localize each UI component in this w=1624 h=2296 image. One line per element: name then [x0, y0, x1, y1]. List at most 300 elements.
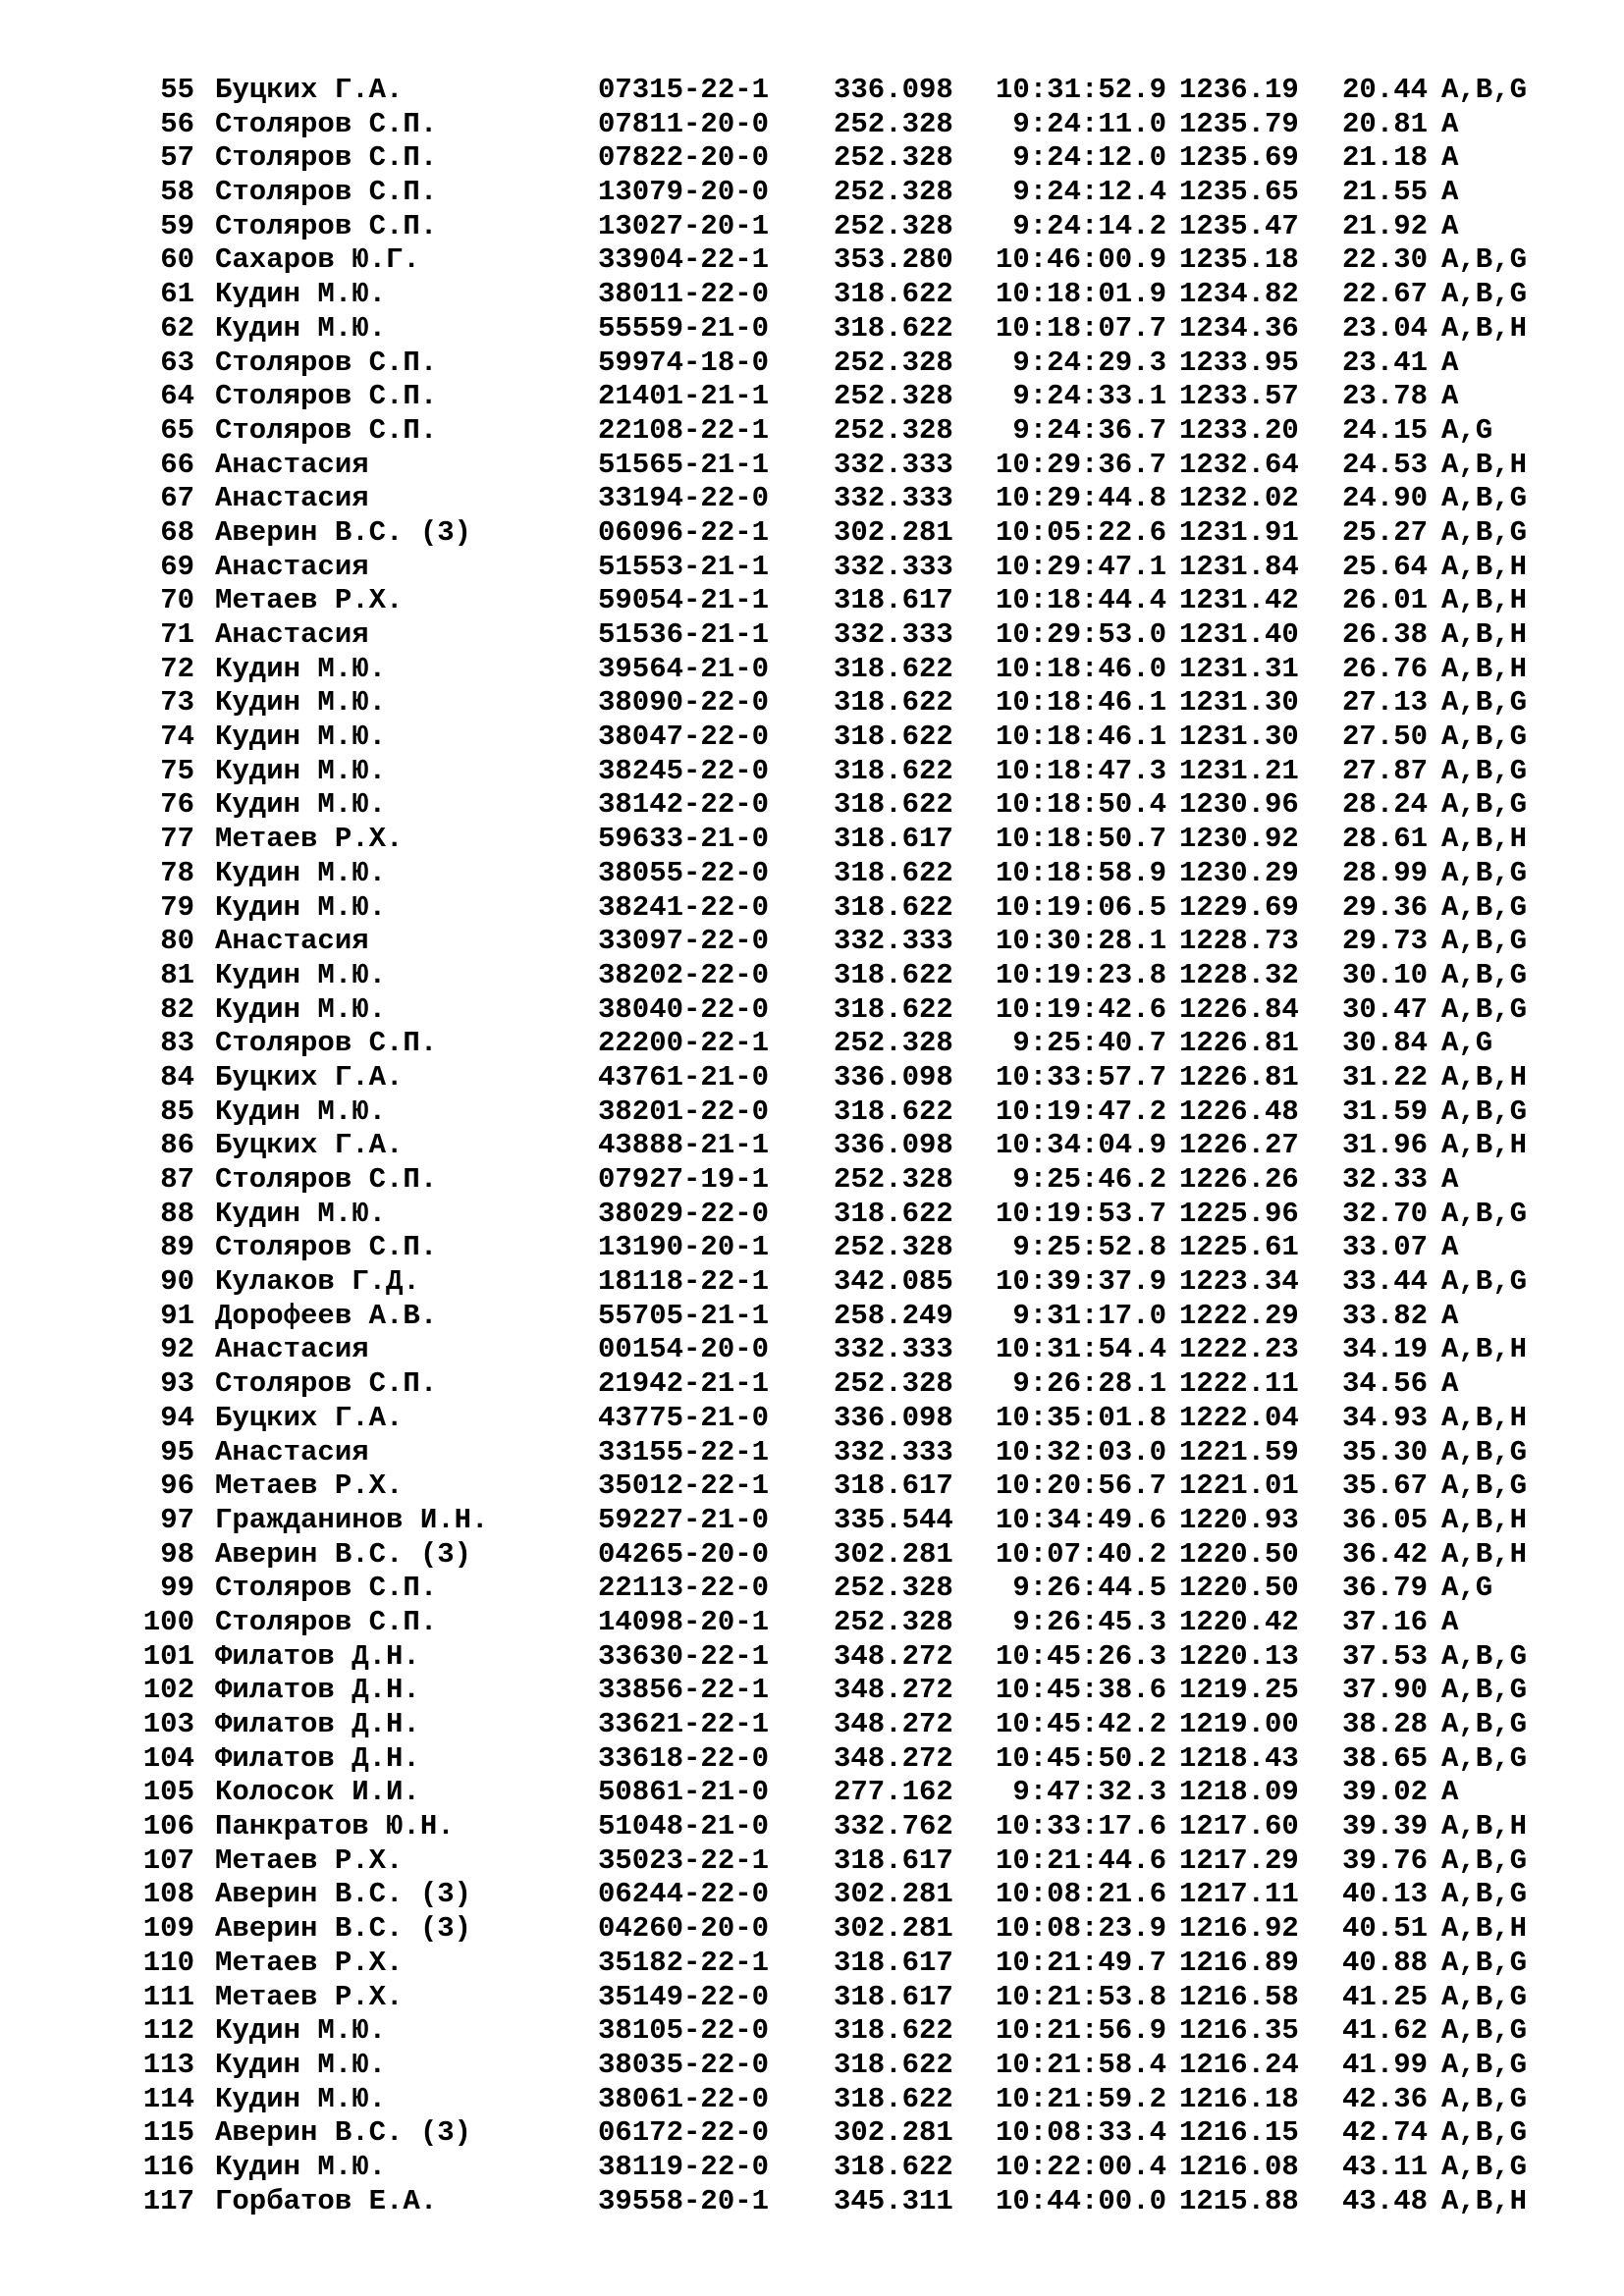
coefficient-cell: 35.30	[1342, 1435, 1429, 1468]
coefficient-cell: 22.30	[1342, 243, 1429, 277]
speed-cell: 1217.11	[1179, 1878, 1299, 1911]
arrival-time-cell: 10:18:50.4	[995, 788, 1166, 822]
distance-cell: 318.617	[834, 1946, 953, 1979]
result-row	[0, 686, 1624, 721]
place-cell: 102	[142, 1674, 194, 1707]
fancier-name-cell: Столяров С.П.	[215, 141, 438, 175]
coefficient-cell: 31.22	[1342, 1060, 1429, 1094]
fancier-name-cell: Анастасия	[215, 1435, 369, 1468]
fancier-name-cell: Столяров С.П.	[215, 1605, 438, 1638]
coefficient-cell: 40.88	[1342, 1946, 1429, 1979]
fancier-name-cell: Столяров С.П.	[215, 209, 438, 242]
marks-cell: A,B,G	[1441, 1674, 1528, 1707]
fancier-name-cell: Филатов Д.Н.	[215, 1741, 420, 1775]
fancier-name-cell: Буцких Г.А.	[215, 1060, 404, 1094]
speed-cell: 1226.48	[1179, 1095, 1299, 1128]
marks-cell: A	[1441, 380, 1459, 413]
result-row	[0, 1708, 1624, 1742]
ring-number-cell: 51565-21-1	[598, 448, 770, 481]
place-cell: 100	[142, 1605, 194, 1638]
arrival-time-cell: 10:29:53.0	[995, 618, 1166, 651]
coefficient-cell: 28.99	[1342, 856, 1429, 889]
ring-number-cell: 35023-22-1	[598, 1843, 770, 1877]
arrival-time-cell: 10:34:49.6	[995, 1503, 1166, 1536]
distance-cell: 302.281	[834, 1878, 953, 1911]
coefficient-cell: 33.44	[1342, 1265, 1429, 1299]
distance-cell: 258.249	[834, 1299, 953, 1332]
marks-cell: A,B,G	[1441, 1435, 1528, 1468]
fancier-name-cell: Буцких Г.А.	[215, 1129, 404, 1162]
coefficient-cell: 24.90	[1342, 482, 1429, 515]
distance-cell: 332.333	[834, 1333, 953, 1366]
fancier-name-cell: Аверин В.С. (3)	[215, 1912, 472, 1946]
coefficient-cell: 22.67	[1342, 278, 1429, 311]
place-cell: 73	[160, 686, 194, 720]
fancier-name-cell: Кудин М.Ю.	[215, 311, 387, 345]
coefficient-cell: 32.70	[1342, 1197, 1429, 1230]
arrival-time-cell: 9:26:28.1	[1012, 1367, 1166, 1401]
coefficient-cell: 26.01	[1342, 584, 1429, 617]
arrival-time-cell: 10:31:54.4	[995, 1333, 1166, 1366]
coefficient-cell: 27.50	[1342, 721, 1429, 754]
arrival-time-cell: 9:26:45.3	[1012, 1605, 1166, 1638]
distance-cell: 318.622	[834, 992, 953, 1026]
coefficient-cell: 38.28	[1342, 1708, 1429, 1740]
marks-cell: A,B,G	[1441, 1741, 1528, 1775]
marks-cell: A,B,H	[1441, 1401, 1528, 1434]
arrival-time-cell: 10:31:52.9	[995, 74, 1166, 106]
fancier-name-cell: Анастасия	[215, 1333, 369, 1366]
ring-number-cell: 38090-22-0	[598, 686, 770, 720]
result-row	[0, 312, 1624, 347]
speed-cell: 1231.91	[1179, 515, 1299, 549]
result-row	[0, 243, 1624, 278]
ring-number-cell: 38029-22-0	[598, 1197, 770, 1230]
ring-number-cell: 04260-20-0	[598, 1912, 770, 1946]
distance-cell: 332.762	[834, 1810, 953, 1843]
result-row	[0, 1504, 1624, 1538]
result-row	[0, 2049, 1624, 2083]
ring-number-cell: 51536-21-1	[598, 618, 770, 651]
ring-number-cell: 06096-22-1	[598, 515, 770, 549]
fancier-name-cell: Кулаков Г.Д.	[215, 1265, 420, 1299]
ring-number-cell: 33630-22-1	[598, 1639, 770, 1673]
marks-cell: A	[1441, 1163, 1459, 1196]
place-cell: 76	[160, 788, 194, 822]
place-cell: 106	[142, 1810, 194, 1843]
arrival-time-cell: 10:44:00.0	[995, 2184, 1166, 2217]
arrival-time-cell: 10:45:42.2	[995, 1708, 1166, 1740]
marks-cell: A	[1441, 141, 1459, 175]
speed-cell: 1220.13	[1179, 1639, 1299, 1673]
coefficient-cell: 38.65	[1342, 1741, 1429, 1775]
marks-cell: A,B,H	[1441, 311, 1528, 345]
marks-cell: A,B,H	[1441, 1912, 1528, 1946]
arrival-time-cell: 9:25:52.8	[1012, 1231, 1166, 1264]
place-cell: 58	[160, 176, 194, 209]
results-list	[0, 74, 1624, 2218]
coefficient-cell: 41.99	[1342, 2048, 1429, 2081]
fancier-name-cell: Кудин М.Ю.	[215, 686, 387, 720]
ring-number-cell: 43775-21-0	[598, 1401, 770, 1434]
marks-cell: A,B,G	[1441, 721, 1528, 754]
place-cell: 112	[142, 2014, 194, 2048]
place-cell: 89	[160, 1231, 194, 1264]
marks-cell: A,B,G	[1441, 754, 1528, 787]
fancier-name-cell: Буцких Г.А.	[215, 74, 404, 106]
distance-cell: 332.333	[834, 1435, 953, 1468]
coefficient-cell: 42.36	[1342, 2082, 1429, 2115]
arrival-time-cell: 10:33:57.7	[995, 1060, 1166, 1094]
fancier-name-cell: Кудин М.Ю.	[215, 788, 387, 822]
result-row	[0, 414, 1624, 449]
marks-cell: A,B,G	[1441, 856, 1528, 889]
speed-cell: 1220.50	[1179, 1537, 1299, 1571]
distance-cell: 302.281	[834, 1537, 953, 1571]
speed-cell: 1215.88	[1179, 2184, 1299, 2217]
place-cell: 80	[160, 925, 194, 958]
fancier-name-cell: Метаев Р.Х.	[215, 1946, 404, 1979]
distance-cell: 252.328	[834, 1231, 953, 1264]
place-cell: 99	[160, 1572, 194, 1605]
coefficient-cell: 20.44	[1342, 74, 1429, 106]
distance-cell: 252.328	[834, 380, 953, 413]
coefficient-cell: 37.90	[1342, 1674, 1429, 1707]
coefficient-cell: 25.64	[1342, 550, 1429, 583]
arrival-time-cell: 10:33:17.6	[995, 1810, 1166, 1843]
fancier-name-cell: Кудин М.Ю.	[215, 652, 387, 685]
place-cell: 78	[160, 856, 194, 889]
result-row	[0, 959, 1624, 993]
result-row	[0, 1163, 1624, 1198]
place-cell: 104	[142, 1741, 194, 1775]
place-cell: 96	[160, 1469, 194, 1503]
fancier-name-cell: Анастасия	[215, 482, 369, 515]
speed-cell: 1231.84	[1179, 550, 1299, 583]
speed-cell: 1223.34	[1179, 1265, 1299, 1299]
arrival-time-cell: 10:19:06.5	[995, 890, 1166, 924]
place-cell: 63	[160, 346, 194, 379]
fancier-name-cell: Метаев Р.Х.	[215, 823, 404, 856]
arrival-time-cell: 10:08:21.6	[995, 1878, 1166, 1911]
fancier-name-cell: Кудин М.Ю.	[215, 1197, 387, 1230]
speed-cell: 1222.11	[1179, 1367, 1299, 1401]
ring-number-cell: 04265-20-0	[598, 1537, 770, 1571]
arrival-time-cell: 10:18:50.7	[995, 823, 1166, 856]
fancier-name-cell: Столяров С.П.	[215, 176, 438, 209]
distance-cell: 252.328	[834, 176, 953, 209]
distance-cell: 318.617	[834, 1980, 953, 2013]
speed-cell: 1216.24	[1179, 2048, 1299, 2081]
arrival-time-cell: 10:21:56.9	[995, 2014, 1166, 2048]
result-row	[0, 278, 1624, 312]
speed-cell: 1230.96	[1179, 788, 1299, 822]
arrival-time-cell: 10:18:01.9	[995, 278, 1166, 311]
speed-cell: 1225.61	[1179, 1231, 1299, 1264]
ring-number-cell: 22200-22-1	[598, 1027, 770, 1060]
marks-cell: A,G	[1441, 1027, 1493, 1060]
coefficient-cell: 21.55	[1342, 176, 1429, 209]
ring-number-cell: 07811-20-0	[598, 107, 770, 140]
fancier-name-cell: Филатов Д.Н.	[215, 1674, 420, 1707]
fancier-name-cell: Колосок И.И.	[215, 1776, 420, 1809]
marks-cell: A,B,G	[1441, 958, 1528, 991]
fancier-name-cell: Филатов Д.Н.	[215, 1639, 420, 1673]
speed-cell: 1230.92	[1179, 823, 1299, 856]
arrival-time-cell: 9:24:29.3	[1012, 346, 1166, 379]
result-row	[0, 653, 1624, 687]
place-cell: 94	[160, 1401, 194, 1434]
result-row	[0, 74, 1624, 108]
distance-cell: 252.328	[834, 1027, 953, 1060]
ring-number-cell: 21401-21-1	[598, 380, 770, 413]
result-row	[0, 2185, 1624, 2219]
marks-cell: A,B,G	[1441, 278, 1528, 311]
arrival-time-cell: 10:35:01.8	[995, 1401, 1166, 1434]
arrival-time-cell: 10:21:59.2	[995, 2082, 1166, 2115]
ring-number-cell: 38202-22-0	[598, 958, 770, 991]
distance-cell: 353.280	[834, 243, 953, 277]
ring-number-cell: 13027-20-1	[598, 209, 770, 242]
place-cell: 116	[142, 2150, 194, 2183]
result-row	[0, 1061, 1624, 1095]
distance-cell: 318.622	[834, 958, 953, 991]
place-cell: 90	[160, 1265, 194, 1299]
marks-cell: A,B,G	[1441, 2048, 1528, 2081]
place-cell: 92	[160, 1333, 194, 1366]
result-row	[0, 891, 1624, 926]
arrival-time-cell: 9:24:11.0	[1012, 107, 1166, 140]
arrival-time-cell: 10:18:46.1	[995, 721, 1166, 754]
result-row	[0, 584, 1624, 618]
coefficient-cell: 34.19	[1342, 1333, 1429, 1366]
place-cell: 57	[160, 141, 194, 175]
coefficient-cell: 27.13	[1342, 686, 1429, 720]
marks-cell: A,B,G	[1441, 788, 1528, 822]
place-cell: 82	[160, 992, 194, 1026]
arrival-time-cell: 9:24:36.7	[1012, 413, 1166, 447]
speed-cell: 1231.21	[1179, 754, 1299, 787]
arrival-time-cell: 9:47:32.3	[1012, 1776, 1166, 1809]
place-cell: 62	[160, 311, 194, 345]
coefficient-cell: 26.76	[1342, 652, 1429, 685]
distance-cell: 318.622	[834, 311, 953, 345]
fancier-name-cell: Кудин М.Ю.	[215, 2150, 387, 2183]
coefficient-cell: 27.87	[1342, 754, 1429, 787]
distance-cell: 318.622	[834, 2082, 953, 2115]
coefficient-cell: 33.82	[1342, 1299, 1429, 1332]
speed-cell: 1236.19	[1179, 74, 1299, 106]
result-row	[0, 1538, 1624, 1573]
result-row	[0, 1844, 1624, 1879]
place-cell: 59	[160, 209, 194, 242]
ring-number-cell: 33155-22-1	[598, 1435, 770, 1468]
fancier-name-cell: Метаев Р.Х.	[215, 1980, 404, 2013]
marks-cell: A	[1441, 1231, 1459, 1264]
result-row	[0, 1947, 1624, 1981]
arrival-time-cell: 10:34:04.9	[995, 1129, 1166, 1162]
place-cell: 107	[142, 1843, 194, 1877]
marks-cell: A,B,H	[1441, 652, 1528, 685]
arrival-time-cell: 10:29:47.1	[995, 550, 1166, 583]
arrival-time-cell: 10:21:53.8	[995, 1980, 1166, 2013]
speed-cell: 1231.40	[1179, 618, 1299, 651]
result-row	[0, 1640, 1624, 1675]
marks-cell: A	[1441, 1299, 1459, 1332]
distance-cell: 318.617	[834, 1843, 953, 1877]
coefficient-cell: 23.78	[1342, 380, 1429, 413]
result-row	[0, 1231, 1624, 1265]
speed-cell: 1233.95	[1179, 346, 1299, 379]
distance-cell: 336.098	[834, 1401, 953, 1434]
arrival-time-cell: 9:25:46.2	[1012, 1163, 1166, 1196]
place-cell: 95	[160, 1435, 194, 1468]
ring-number-cell: 59974-18-0	[598, 346, 770, 379]
distance-cell: 318.622	[834, 2014, 953, 2048]
result-row	[0, 1469, 1624, 1504]
ring-number-cell: 38245-22-0	[598, 754, 770, 787]
fancier-name-cell: Кудин М.Ю.	[215, 992, 387, 1026]
distance-cell: 252.328	[834, 1605, 953, 1638]
result-row	[0, 618, 1624, 653]
speed-cell: 1235.65	[1179, 176, 1299, 209]
distance-cell: 318.617	[834, 1469, 953, 1503]
distance-cell: 332.333	[834, 448, 953, 481]
fancier-name-cell: Кудин М.Ю.	[215, 2048, 387, 2081]
coefficient-cell: 24.15	[1342, 413, 1429, 447]
fancier-name-cell: Сахаров Ю.Г.	[215, 243, 420, 277]
result-row	[0, 1027, 1624, 1061]
place-cell: 70	[160, 584, 194, 617]
distance-cell: 332.333	[834, 925, 953, 958]
arrival-time-cell: 10:19:53.7	[995, 1197, 1166, 1230]
marks-cell: A,B,H	[1441, 584, 1528, 617]
coefficient-cell: 42.74	[1342, 2116, 1429, 2150]
ring-number-cell: 21942-21-1	[598, 1367, 770, 1401]
ring-number-cell: 59227-21-0	[598, 1503, 770, 1536]
fancier-name-cell: Буцких Г.А.	[215, 1401, 404, 1434]
speed-cell: 1219.00	[1179, 1708, 1299, 1740]
place-cell: 71	[160, 618, 194, 651]
ring-number-cell: 07315-22-1	[598, 74, 770, 106]
speed-cell: 1234.82	[1179, 278, 1299, 311]
place-cell: 60	[160, 243, 194, 277]
coefficient-cell: 29.73	[1342, 925, 1429, 958]
arrival-time-cell: 10:05:22.6	[995, 515, 1166, 549]
arrival-time-cell: 10:07:40.2	[995, 1537, 1166, 1571]
place-cell: 74	[160, 721, 194, 754]
arrival-time-cell: 10:29:44.8	[995, 482, 1166, 515]
fancier-name-cell: Гражданинов И.Н.	[215, 1503, 489, 1536]
speed-cell: 1218.09	[1179, 1776, 1299, 1809]
speed-cell: 1221.59	[1179, 1435, 1299, 1468]
speed-cell: 1222.23	[1179, 1333, 1299, 1366]
place-cell: 117	[142, 2184, 194, 2217]
ring-number-cell: 38201-22-0	[598, 1095, 770, 1128]
speed-cell: 1216.18	[1179, 2082, 1299, 2115]
marks-cell: A,B,H	[1441, 1537, 1528, 1571]
ring-number-cell: 38241-22-0	[598, 890, 770, 924]
ring-number-cell: 38061-22-0	[598, 2082, 770, 2115]
coefficient-cell: 28.61	[1342, 823, 1429, 856]
result-row	[0, 176, 1624, 210]
arrival-time-cell: 10:22:00.4	[995, 2150, 1166, 2183]
arrival-time-cell: 10:18:58.9	[995, 856, 1166, 889]
speed-cell: 1226.26	[1179, 1163, 1299, 1196]
place-cell: 113	[142, 2048, 194, 2081]
result-row	[0, 108, 1624, 142]
distance-cell: 348.272	[834, 1674, 953, 1707]
speed-cell: 1233.57	[1179, 380, 1299, 413]
result-row	[0, 2116, 1624, 2151]
speed-cell: 1222.29	[1179, 1299, 1299, 1332]
result-row	[0, 141, 1624, 176]
marks-cell: A,B,H	[1441, 1060, 1528, 1094]
marks-cell: A,B,G	[1441, 1095, 1528, 1128]
arrival-time-cell: 10:08:33.4	[995, 2116, 1166, 2150]
marks-cell: A,B,H	[1441, 550, 1528, 583]
result-row	[0, 482, 1624, 516]
fancier-name-cell: Горбатов Е.А.	[215, 2184, 438, 2217]
marks-cell: A	[1441, 1367, 1459, 1401]
distance-cell: 318.622	[834, 721, 953, 754]
result-row	[0, 755, 1624, 789]
coefficient-cell: 23.41	[1342, 346, 1429, 379]
distance-cell: 318.622	[834, 754, 953, 787]
marks-cell: A,B,G	[1441, 243, 1528, 277]
coefficient-cell: 36.42	[1342, 1537, 1429, 1571]
distance-cell: 318.622	[834, 652, 953, 685]
marks-cell: A,B,G	[1441, 1197, 1528, 1230]
speed-cell: 1235.69	[1179, 141, 1299, 175]
place-cell: 103	[142, 1708, 194, 1740]
place-cell: 81	[160, 958, 194, 991]
result-row	[0, 1095, 1624, 1130]
coefficient-cell: 30.47	[1342, 992, 1429, 1026]
coefficient-cell: 34.93	[1342, 1401, 1429, 1434]
place-cell: 97	[160, 1503, 194, 1536]
ring-number-cell: 06172-22-0	[598, 2116, 770, 2150]
marks-cell: A	[1441, 209, 1459, 242]
distance-cell: 318.622	[834, 2048, 953, 2081]
distance-cell: 318.622	[834, 788, 953, 822]
marks-cell: A,B,G	[1441, 1708, 1528, 1740]
ring-number-cell: 13190-20-1	[598, 1231, 770, 1264]
arrival-time-cell: 10:46:00.9	[995, 243, 1166, 277]
ring-number-cell: 38047-22-0	[598, 721, 770, 754]
result-row	[0, 1367, 1624, 1402]
place-cell: 77	[160, 823, 194, 856]
marks-cell: A	[1441, 107, 1459, 140]
ring-number-cell: 33194-22-0	[598, 482, 770, 515]
coefficient-cell: 21.92	[1342, 209, 1429, 242]
speed-cell: 1228.73	[1179, 925, 1299, 958]
distance-cell: 318.617	[834, 823, 953, 856]
speed-cell: 1217.29	[1179, 1843, 1299, 1877]
arrival-time-cell: 10:19:42.6	[995, 992, 1166, 1026]
ring-number-cell: 38055-22-0	[598, 856, 770, 889]
arrival-time-cell: 10:19:47.2	[995, 1095, 1166, 1128]
place-cell: 69	[160, 550, 194, 583]
ring-number-cell: 22113-22-0	[598, 1572, 770, 1605]
place-cell: 75	[160, 754, 194, 787]
speed-cell: 1218.43	[1179, 1741, 1299, 1775]
speed-cell: 1226.81	[1179, 1027, 1299, 1060]
place-cell: 67	[160, 482, 194, 515]
coefficient-cell: 41.62	[1342, 2014, 1429, 2048]
fancier-name-cell: Анастасия	[215, 448, 369, 481]
place-cell: 88	[160, 1197, 194, 1230]
